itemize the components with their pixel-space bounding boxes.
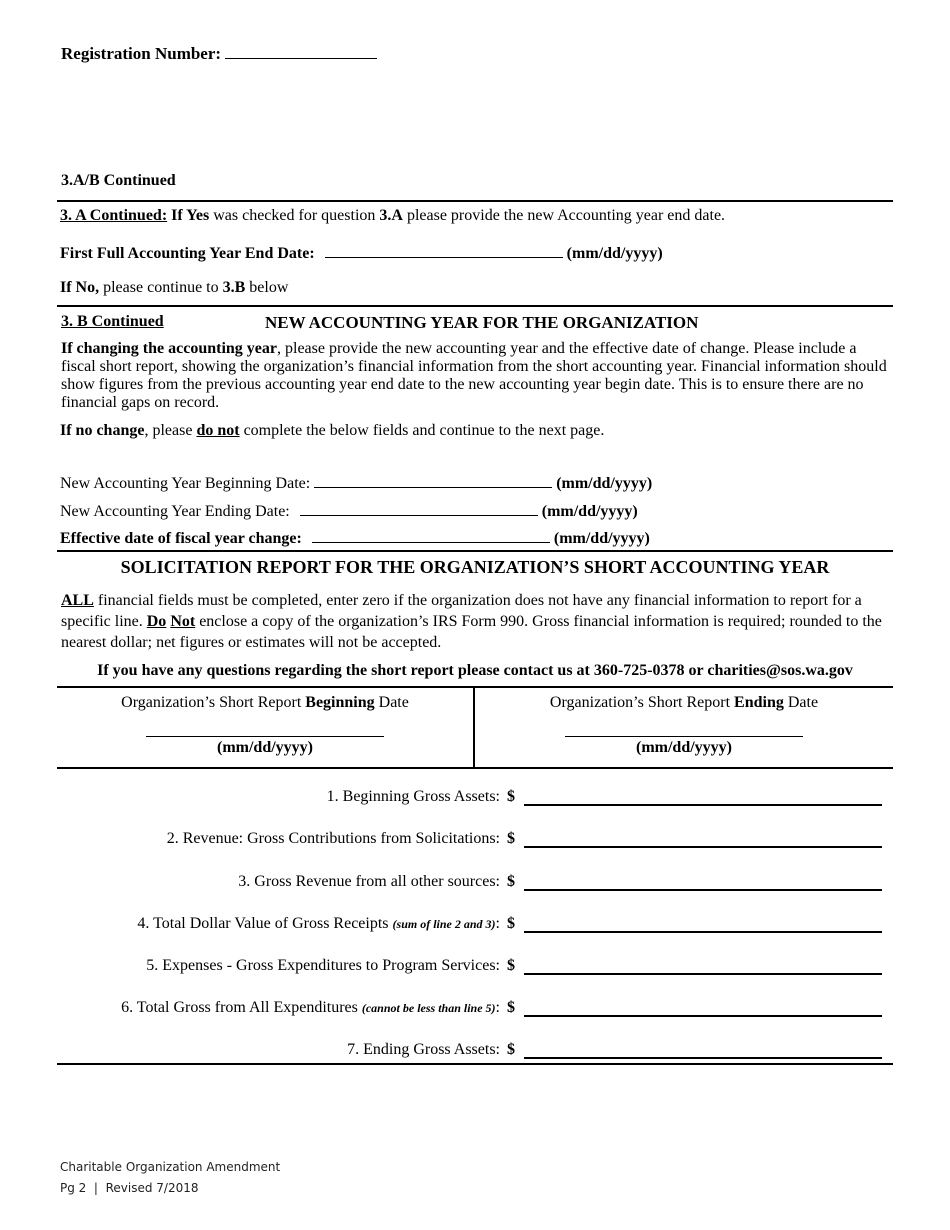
new-begin-date-row	[60, 473, 892, 493]
amount-field[interactable]	[524, 889, 882, 891]
text: , please	[144, 422, 193, 439]
divider	[57, 767, 893, 769]
divider	[57, 305, 893, 307]
text: 4. Total Dollar Value of Gross Receipts	[137, 915, 389, 932]
date-format-label: (mm/dd/yyyy)	[541, 503, 638, 520]
text: below	[249, 279, 289, 296]
section-3a-heading: 3. A Continued:	[60, 207, 168, 224]
date-format-label: (mm/dd/yyyy)	[217, 739, 313, 756]
if-no-text: If No,	[60, 279, 100, 296]
dollar-sign: $	[507, 830, 515, 847]
section-3b-paragraph	[61, 340, 891, 412]
text: was checked for question	[213, 207, 376, 224]
solicitation-paragraph	[61, 590, 891, 653]
divider	[57, 200, 893, 202]
amount-field[interactable]	[524, 1015, 882, 1017]
new-end-date-field[interactable]	[300, 501, 538, 516]
new-begin-date-label: New Accounting Year Beginning Date:	[60, 475, 311, 492]
no-change-row	[60, 422, 892, 440]
new-end-date-row	[60, 501, 892, 521]
para-bold: If changing the accounting year	[61, 340, 277, 357]
do-text: Do	[146, 613, 167, 630]
text: Ending	[734, 694, 784, 711]
line-label: 4. Total Dollar Value of Gross Receipts (sum of line 2 and 3):	[137, 915, 500, 932]
dollar-sign: $	[507, 999, 515, 1016]
short-report-end-label	[475, 694, 893, 712]
line-note: (sum of line 2 and 3)	[392, 917, 496, 931]
line-program-expenses	[57, 957, 893, 981]
first-full-year-field[interactable]	[325, 243, 563, 258]
section-3b-heading: 3. B Continued	[61, 313, 164, 330]
section-3a-intro	[60, 207, 892, 225]
new-end-date-label: New Accounting Year Ending Date:	[60, 503, 290, 520]
if-no-row	[60, 279, 892, 297]
solicitation-title: SOLICITATION REPORT FOR THE ORGANIZATION’S SHORT ACCOUNTING YEAR	[120, 557, 830, 577]
short-report-begin-box	[57, 688, 473, 767]
date-format-label: (mm/dd/yyyy)	[636, 739, 732, 756]
divider	[57, 550, 893, 552]
line-label: 3. Gross Revenue from all other sources:	[238, 873, 500, 890]
no-change-bold: If no change	[60, 422, 145, 439]
line-label: 5. Expenses - Gross Expenditures to Program Services:	[146, 957, 500, 974]
para-text: , please provide the new accounting year and the effective date of change. Please include a fiscal short report, showing the organization’s financial information from the short accounting year. Financial information should show figures from the previous accounting year end date to the new accounting year begin date. This is to ensure there are no financial gaps on record.	[61, 340, 887, 411]
text: enclose a copy of the organization’s IRS Form 990. Gross financial information is required; rounded to the nearest dollar; net figures or estimates will not be accepted.	[61, 613, 882, 651]
section-3b-title: NEW ACCOUNTING YEAR FOR THE ORGANIZATION	[265, 313, 699, 332]
text: Organization’s Short Report	[549, 694, 731, 711]
line-beginning-gross-assets	[57, 788, 893, 812]
first-full-year-row	[60, 243, 892, 263]
amount-field[interactable]	[524, 846, 882, 848]
section-3ab-title: 3.A/B Continued	[61, 172, 176, 189]
dollar-sign: $	[507, 1041, 515, 1058]
amount-field[interactable]	[524, 1057, 882, 1059]
dollar-sign: $	[507, 873, 515, 890]
line-label: 6. Total Gross from All Expenditures (cannot be less than line 5):	[121, 999, 500, 1016]
do-not-text: do not	[196, 422, 240, 439]
short-report-end-field[interactable]	[565, 736, 803, 737]
registration-number-field[interactable]	[225, 44, 377, 59]
all-text: ALL	[61, 592, 94, 609]
section-ref: 3.B	[222, 279, 246, 296]
text: Beginning	[305, 694, 375, 711]
text: please continue to	[103, 279, 219, 296]
line-other-revenue	[57, 873, 893, 897]
date-format-label: (mm/dd/yyyy)	[566, 245, 663, 262]
line-label: 1. Beginning Gross Assets:	[326, 788, 500, 805]
amount-field[interactable]	[524, 973, 882, 975]
line-ending-gross-assets	[57, 1041, 893, 1065]
text: complete the below fields and continue to the next page.	[243, 422, 605, 439]
first-full-year-label: First Full Accounting Year End Date:	[60, 245, 315, 262]
effective-date-label: Effective date of fiscal year change:	[60, 530, 302, 547]
text: please provide the new Accounting year end date.	[406, 207, 726, 224]
line-total-expenditures	[57, 999, 893, 1023]
date-format-label: (mm/dd/yyyy)	[553, 530, 650, 547]
dollar-sign: $	[507, 788, 515, 805]
effective-date-field[interactable]	[312, 528, 550, 543]
line-note: (cannot be less than line 5)	[361, 1001, 496, 1015]
amount-field[interactable]	[524, 931, 882, 933]
contact-info: If you have any questions regarding the short report please contact us at 360-725-0378 or charities@sos.wa.gov	[97, 662, 853, 679]
amount-field[interactable]	[524, 804, 882, 806]
short-report-begin-label	[57, 694, 473, 712]
line-label: 7. Ending Gross Assets:	[347, 1041, 500, 1058]
footer-form-name: Charitable Organization Amendment	[60, 1160, 281, 1174]
text: Date	[378, 694, 409, 711]
dollar-sign: $	[507, 915, 515, 932]
dollar-sign: $	[507, 957, 515, 974]
if-yes-text: If Yes	[171, 207, 210, 224]
text: Organization’s Short Report	[121, 694, 302, 711]
question-ref: 3.A	[379, 207, 403, 224]
effective-date-row	[60, 528, 892, 548]
registration-label: Registration Number:	[61, 44, 222, 63]
text: Date	[787, 694, 819, 711]
new-begin-date-field[interactable]	[314, 473, 552, 488]
line-gross-contributions	[57, 830, 893, 854]
short-report-begin-field[interactable]	[146, 736, 384, 737]
text: 6. Total Gross from All Expenditures	[121, 999, 358, 1016]
divider	[57, 1063, 893, 1065]
line-label: 2. Revenue: Gross Contributions from Solicitations:	[166, 830, 500, 847]
date-format-label: (mm/dd/yyyy)	[556, 475, 653, 492]
short-report-end-box	[475, 688, 893, 767]
line-total-gross-receipts	[57, 915, 893, 939]
not-text: Not	[170, 613, 196, 630]
footer-page-info: Pg 2 | Revised 7/2018	[60, 1181, 199, 1195]
registration-number	[61, 44, 377, 64]
text: financial fields must be completed, enter zero if the organization does not have any financial information to report for a specific line.	[61, 592, 862, 630]
